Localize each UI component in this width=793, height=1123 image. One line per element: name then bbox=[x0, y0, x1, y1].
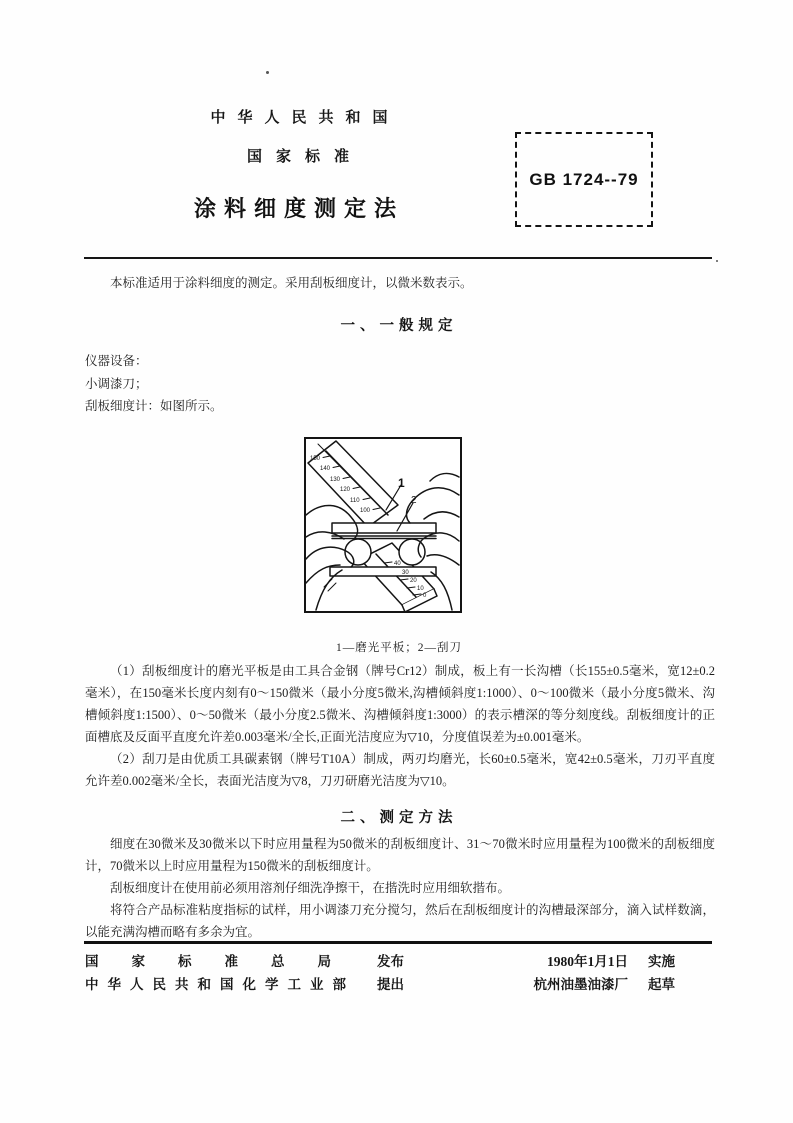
header-divider bbox=[84, 257, 712, 259]
scale-upper-150: 150 bbox=[310, 456, 321, 462]
equipment-list bbox=[85, 350, 715, 418]
general-paragraphs bbox=[85, 660, 715, 792]
paragraph-sample: 将符合产品标准粘度指标的试样，用小调漆刀充分搅匀，然后在刮板细度计的沟槽最深部分，滴入试样数滴，以能充满沟槽而略有多余为宜。 bbox=[85, 903, 715, 939]
standard-code: GB 1724--79 bbox=[529, 169, 639, 189]
implement-date: 1980年1月1日 bbox=[547, 954, 628, 969]
equipment-label: 仪器设备： bbox=[85, 354, 148, 368]
scale-lower-20: 20 bbox=[410, 578, 417, 584]
page-title: 涂料细度测定法 bbox=[193, 196, 404, 221]
implement-action: 实施 bbox=[648, 954, 675, 969]
figure-label-2: 2 bbox=[411, 495, 417, 506]
paragraph-gauge-range: 细度在30微米及30微米以下时应用量程为50微米的刮板细度计、31～70微米时应用量程为100微米的刮板细度计，70微米以上时应用量程为150微米的刮板细度计。 bbox=[85, 837, 715, 873]
scale-lower-40: 40 bbox=[394, 561, 401, 567]
scale-lower-0: 0 bbox=[423, 593, 427, 599]
section-heading-general: 一、一般规定 bbox=[340, 318, 458, 334]
standard-code-box bbox=[515, 132, 653, 227]
figure-caption: 1—磨光平板；2—刮刀 bbox=[336, 642, 462, 654]
intro-text: 本标准适用于涂料细度的测定。采用刮板细度计，以微米数表示。 bbox=[110, 276, 473, 290]
footer-divider bbox=[84, 941, 712, 944]
scan-speck bbox=[716, 260, 718, 262]
method-paragraphs bbox=[85, 833, 715, 943]
footer-row-issuer bbox=[85, 950, 675, 973]
scale-lower-30: 30 bbox=[402, 570, 409, 576]
drafter-org: 杭州油墨油漆厂 bbox=[533, 977, 628, 992]
figure-fineness-gauge bbox=[304, 437, 462, 613]
scale-upper-130: 130 bbox=[330, 477, 341, 483]
scale-lower-10: 10 bbox=[417, 586, 424, 592]
equipment-item-gauge: 刮板细度计：如图所示。 bbox=[85, 399, 223, 413]
figure-label-1: 1 bbox=[398, 476, 405, 490]
proposer-org: 中华人民共和国化学工业部 bbox=[85, 977, 355, 992]
paragraph-blade-spec: （2）刮刀是由优质工具碳素钢（牌号T10A）制成，两刃均磨光，长60±0.5毫米，宽42±0.5毫米，刀刃平直度允许差0.002毫米/全长，表面光洁度为▽8，刀刃研磨光洁度为▽10。 bbox=[85, 752, 715, 788]
footer bbox=[85, 950, 675, 996]
issuer-action: 发布 bbox=[377, 954, 404, 969]
intro-paragraph bbox=[85, 272, 715, 294]
drafter-action: 起草 bbox=[648, 977, 675, 992]
proposer-action: 提出 bbox=[377, 977, 404, 992]
header-standard-type-line: 国家标准 bbox=[246, 149, 363, 165]
footer-row-proposer bbox=[85, 973, 675, 996]
scale-upper-120: 120 bbox=[340, 487, 351, 493]
scale-upper-140: 140 bbox=[320, 466, 331, 472]
paragraph-plate-spec: （1）刮板细度计的磨光平板是由工具合金钢（牌号Cr12）制成，板上有一长沟槽（长155±0.5毫米，宽12±0.2毫米），在150毫米长度内刻有0～150微米（最小分度5微米,沟槽倾斜度1:1000）、0～100微米（最小分度5微米、沟槽倾斜度1:1500）、0～50微米（最小分度2.5微米、沟槽倾斜度1:3000）的表示槽深的等分刻度线。刮板细度计的正面槽底及反面平直度允许差0.003毫米/全长,正面光洁度应为▽10，分度值误差为±0.001毫米。 bbox=[85, 664, 715, 744]
header-country-line: 中华人民共和国 bbox=[210, 110, 400, 126]
issuer-org: 国家标准总局 bbox=[85, 954, 364, 969]
scale-upper-100: 100 bbox=[360, 508, 371, 514]
paragraph-cleaning: 刮板细度计在使用前必须用溶剂仔细洗净擦干，在揩洗时应用细软揩布。 bbox=[110, 881, 511, 895]
scan-speck bbox=[266, 71, 269, 74]
fineness-gauge-illustration bbox=[306, 439, 460, 611]
equipment-item-knife: 小调漆刀； bbox=[85, 376, 148, 391]
section-heading-method: 二、测定方法 bbox=[340, 810, 458, 826]
scale-upper-110: 110 bbox=[350, 498, 360, 504]
